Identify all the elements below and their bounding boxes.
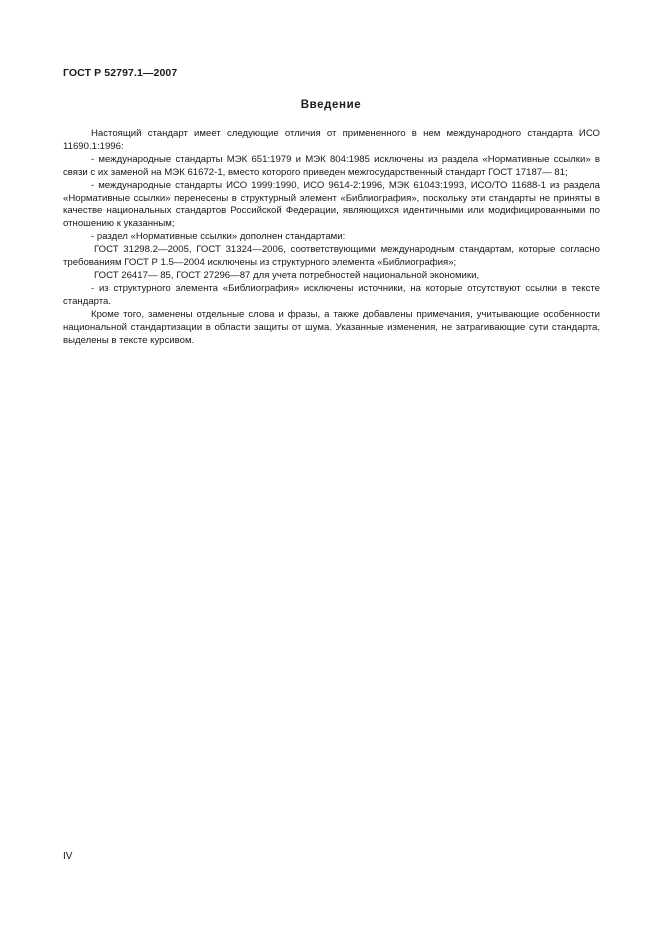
page-number: IV (63, 851, 73, 862)
paragraph-additional-changes: Кроме того, заменены отдельные слова и фразы, а также добавлены примечания, учитывающие особенности национальной стандартизации в области защиты от шума. Указанные изменения, не затрагивающие сути стандарта, выделены в тексте курсивом. (63, 308, 600, 346)
paragraph-gost-26417: ГОСТ 26417— 85, ГОСТ 27296—87 для учета потребностей национальной экономики, (94, 269, 480, 281)
paragraph-bibliography-excluded: - из структурного элемента «Библиография» исключены источники, на которые отсутствуют ссылки в тексте стандарта. (63, 282, 600, 307)
section-title (0, 99, 662, 111)
paragraph-references-added: - раздел «Нормативные ссылки» дополнен стандартами: (91, 231, 346, 243)
document-code: ГОСТ Р 52797.1—2007 (63, 67, 178, 79)
paragraph-intro: Настоящий стандарт имеет следующие отличия от примененного в нем международного стандарта ИСО 11690.1:1996: (63, 128, 600, 152)
paragraph-gost-31298: ГОСТ 31298.2—2005, ГОСТ 31324—2006, соответствующими международным стандартам, которые согласно требованиям ГОСТ Р 1.5—2004 исключены из структурного элемента «Библиография»; (63, 244, 600, 269)
paragraph-iso-standards: - международные стандарты ИСО 1999:1990, ИСО 9614-2:1996, МЭК 61043:1993, ИСО/ТО 11688-1 из раздела «Нормативные ссылки» перенесены в структурный элемент «Библиография», поскольку эти стандарты не приняты в качестве национальных стандартов Российской Федерации, являющихся идентичными или модифицированными по отношению к указанным; (63, 179, 600, 230)
paragraph-iec-standards: - международные стандарты МЭК 651:1979 и МЭК 804:1985 исключены из раздела «Нормативные ссылки» в связи с их заменой на МЭК 61672-1, вместо которого приведен межгосударственный стандарт ГОСТ 17187— 81; (63, 153, 600, 178)
body-text (63, 128, 600, 347)
section-title-text: Введение (300, 99, 362, 111)
